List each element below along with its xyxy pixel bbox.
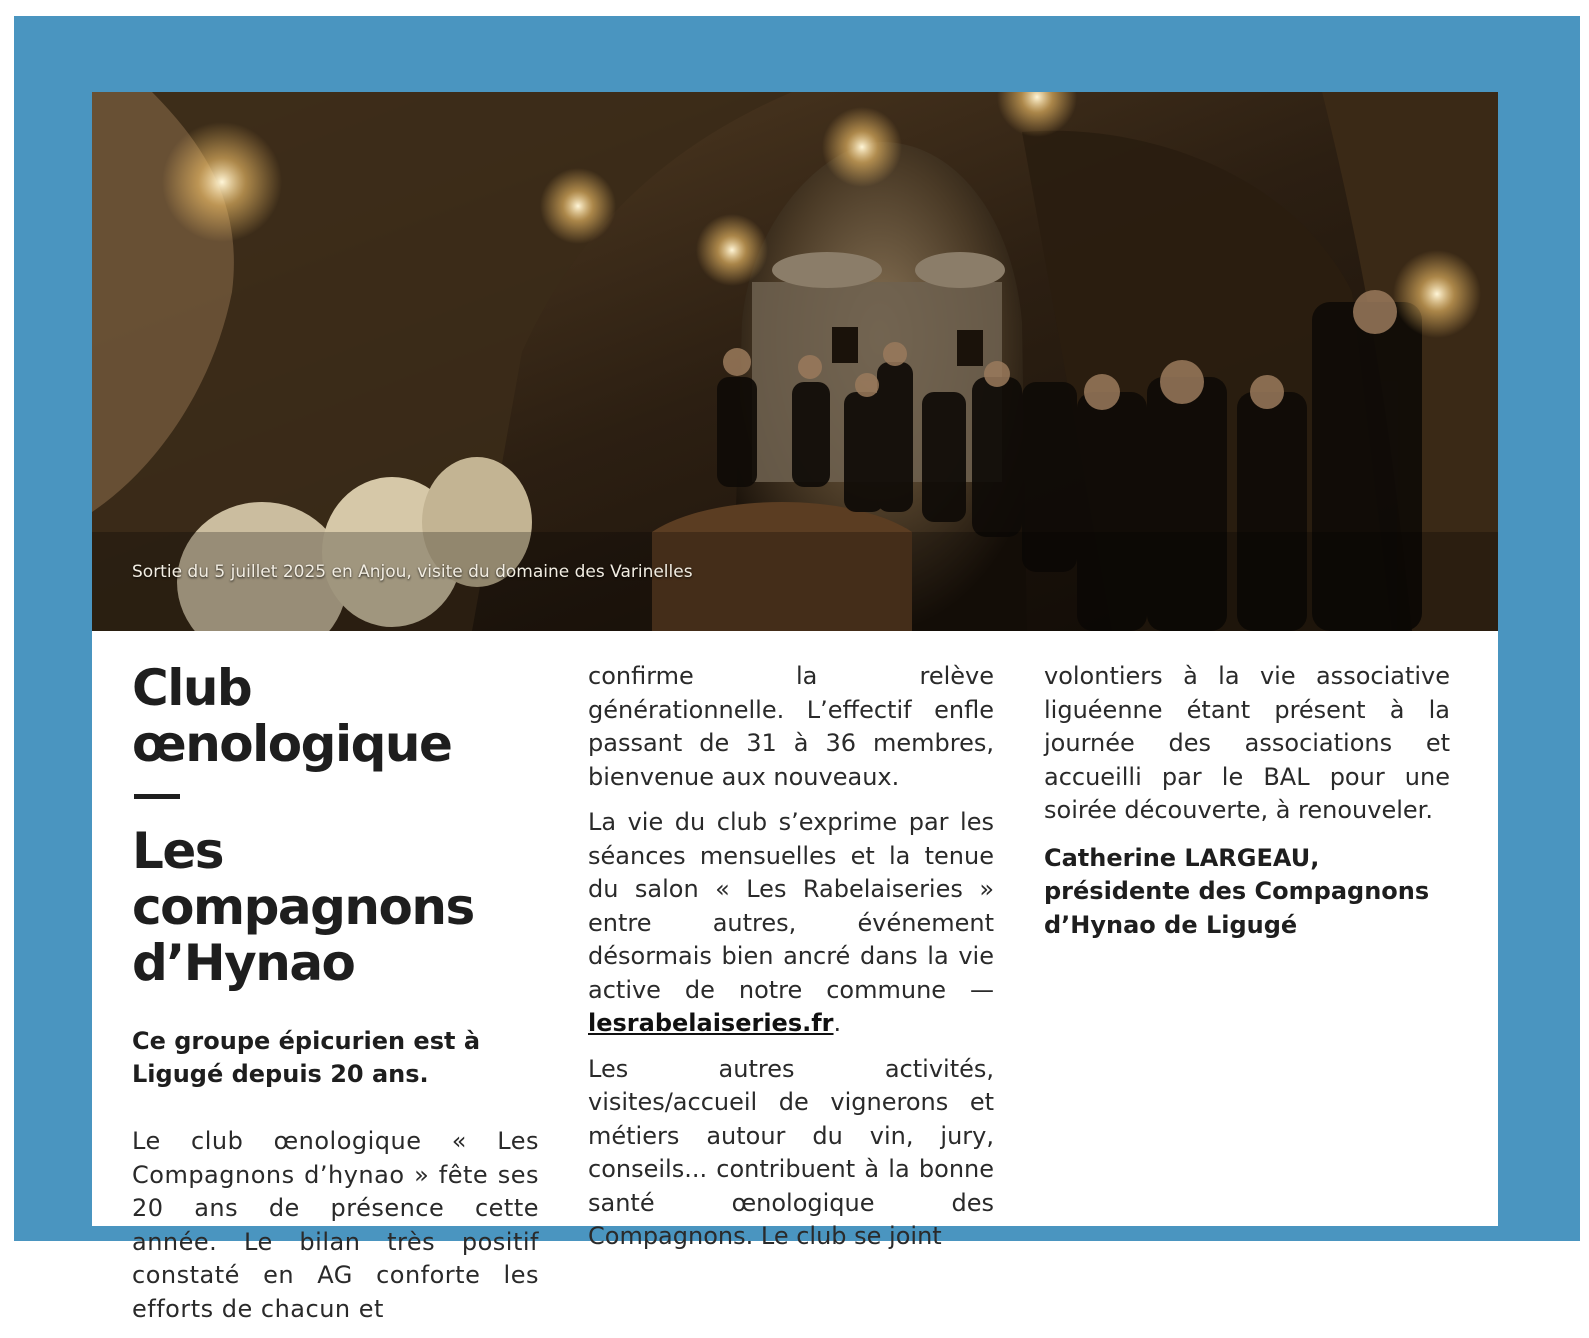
col2-paragraph-2-end: . [833,1009,842,1037]
rabelaiseries-link[interactable]: lesrabelaiseries.fr [588,1009,834,1037]
col2-paragraph-2 [588,806,994,1041]
col2-paragraph-1: confirme la relève générationnelle. L’effectif enfle passant de 31 à 36 membres, bienvenue aux nouveaux. [588,662,994,791]
article-title-line2: Les compagnons d’Hynao [132,822,474,992]
col2-paragraph-2-text: La vie du club s’exprime par les séances mensuelles et la tenue du salon « Les Rabelaiseries » entre autres, événement désormais bien ancré dans la vie active de notre commune — [588,808,994,1004]
author-signature: Catherine LARGEAU, présidente des Compagnons d’Hynao de Ligugé [1044,843,1430,939]
column-1 [132,660,539,1338]
col2-paragraph-3: Les autres activités, visites/accueil de vignerons et métiers autour du vin, jury, conseils... contribuent à la bonne santé œnologique des Compagnons. Le club se joint [588,1054,994,1250]
col3-paragraph: volontiers à la vie associative liguéenne étant présent à la journée des associations et accueilli par le BAL pour une soirée découverte, à renouveler. [1044,662,1450,824]
article-card [92,92,1498,1323]
article-title-line1: Club œnologique [132,659,452,773]
column-2 [588,660,994,1266]
cellar-photo-illustration [92,92,1498,631]
photo-caption: Sortie du 5 juillet 2025 en Anjou, visite du domaine des Varinelles [132,562,693,582]
cellar-photo [92,92,1498,631]
article-lead: Ce groupe épicurien est à Ligugé depuis 20 ans. [132,1027,481,1088]
title-dash [134,794,180,799]
column-3 [1044,660,1450,966]
col1-paragraph: Le club œnologique « Les Compagnons d’hynao » fête ses 20 ans de présence cette année. Le bilan très positif constaté en AG conforte les efforts de chacun et [132,1127,539,1323]
